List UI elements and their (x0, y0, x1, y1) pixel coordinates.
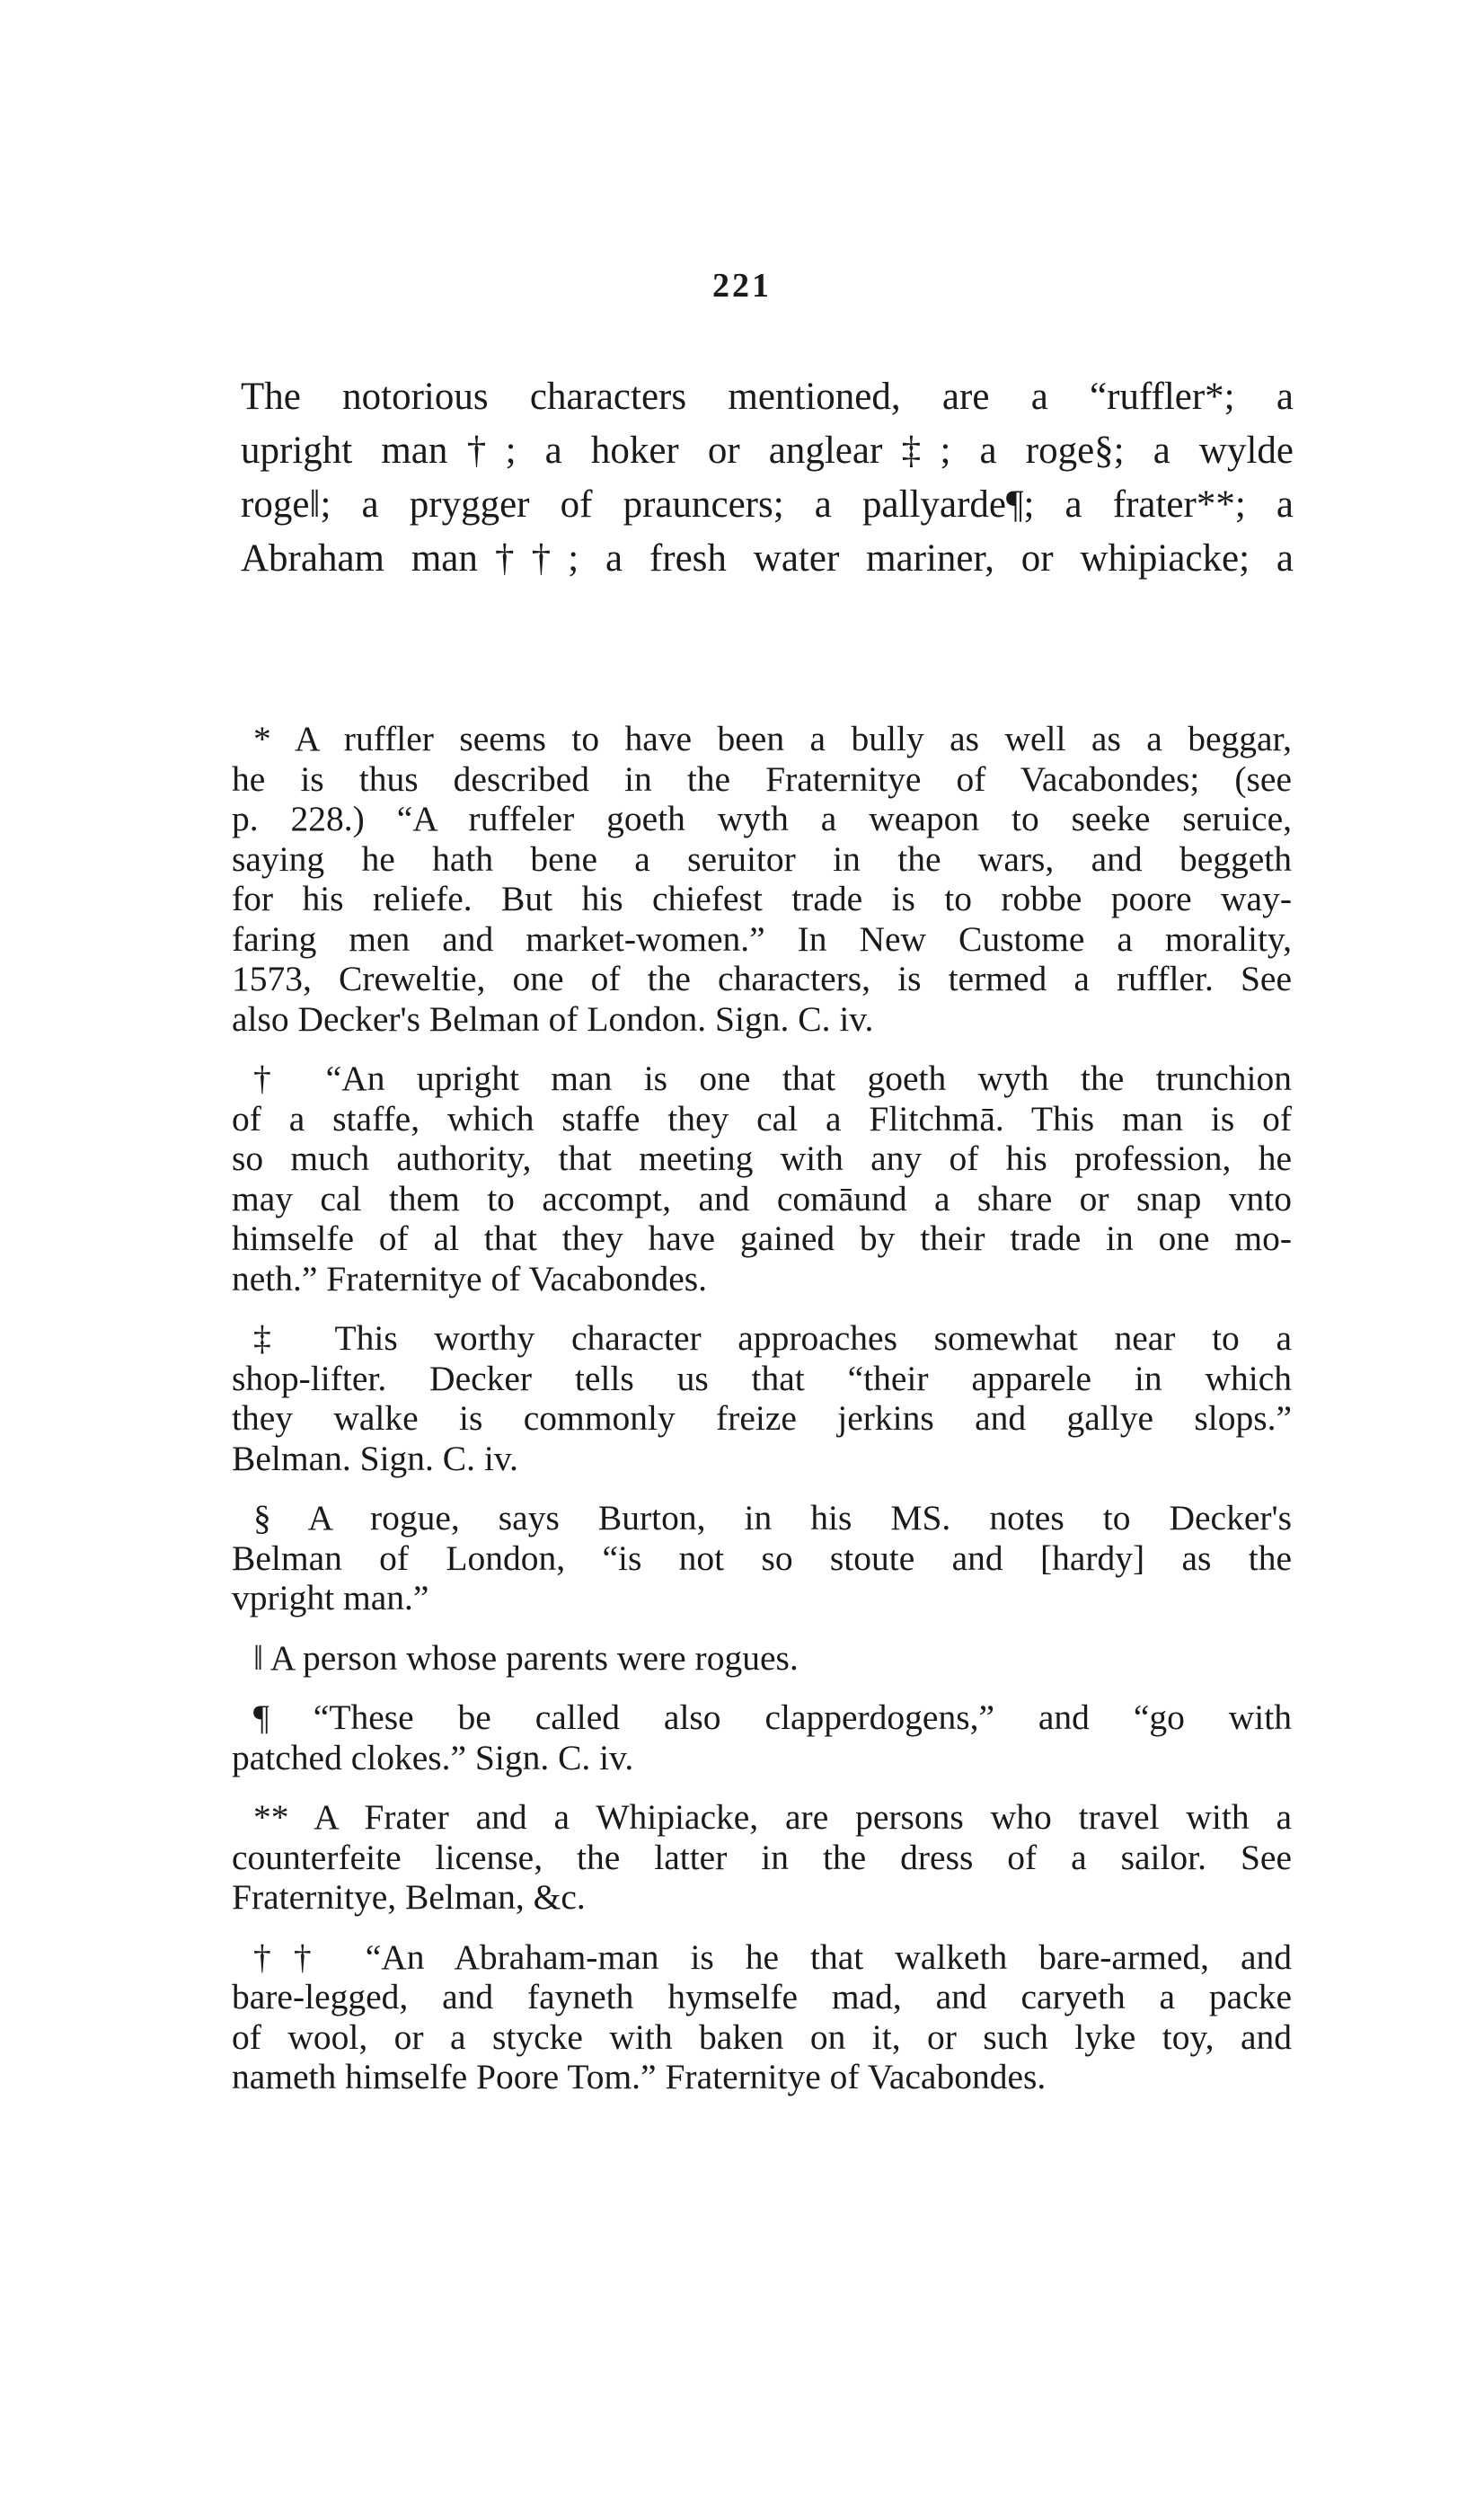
footnote-wylde-roge (232, 1638, 1292, 1679)
footnote-line: ¶ “These be called also clapperdogens,” and “go with (253, 1697, 1292, 1737)
footnote-line: himselfe of al that they have gained by their trade in one mo- (232, 1219, 1292, 1258)
footnote-line: vpright man.” (232, 1578, 429, 1617)
footnote-frater (232, 1797, 1292, 1918)
footnote-line: patched clokes.” Sign. C. iv. (232, 1737, 634, 1777)
footnote-line: he is thus described in the Fraternitye of Vacabondes; (see (232, 758, 1292, 799)
footnote-hoker (232, 1318, 1292, 1478)
footnote-line: § A rogue, says Burton, in his MS. notes to Decker's (253, 1498, 1292, 1538)
footnote-ruffler (232, 719, 1292, 1039)
footnote-line: bare-legged, and fayneth hymselfe mad, and caryeth a packe (232, 1977, 1292, 2016)
footnote-upright-man (232, 1059, 1292, 1298)
footnote-line: nameth himselfe Poore Tom.” Fraternitye of Vacabondes. (232, 2057, 1047, 2096)
footnote-line: may cal them to accompt, and comāund a share or snap vnto (232, 1178, 1292, 1219)
footnote-line: 1573, Creweltie, one of the characters, is termed a ruffler. See (232, 959, 1292, 998)
footnotes (232, 719, 1292, 2117)
body-paragraph (241, 370, 1294, 586)
body-line: Abraham man††; a fresh water mariner, or whipiacke; a (241, 537, 1294, 580)
footnote-roge (232, 1498, 1292, 1618)
footnote-line: Fraternitye, Belman, &c. (232, 1877, 586, 1917)
body-line: The notorious characters mentioned, are a “ruffler*; a (241, 376, 1294, 418)
footnote-line: faring men and market-women.” In New Custome a morality, (232, 918, 1292, 959)
footnote-line: of a staffe, which staffe they cal a Flitchmā. This man is of (232, 1098, 1292, 1139)
footnote-line: * A ruffler seems to have been a bully as well as a beggar, (253, 719, 1292, 758)
footnote-line: shop-lifter. Decker tells us that “their apparele in which (232, 1358, 1292, 1398)
footnote-line: so much authority, that meeting with any of his profession, he (232, 1139, 1292, 1178)
footnote-line: neth.” Fraternitye of Vacabondes. (232, 1258, 708, 1298)
footnote-line: †† “An Abraham-man is he that walketh bare-armed, and (253, 1936, 1292, 1977)
footnote-line: also Decker's Belman of London. Sign. C. iv. (232, 998, 874, 1039)
footnote-line: counterfeite license, the latter in the dress of a sailor. See (232, 1837, 1292, 1877)
footnote-line: saying he hath bene a seruitor in the wars, and beggeth (232, 838, 1292, 879)
footnote-line: p. 228.) “A ruffeler goeth wyth a weapon to seeke seruice, (232, 799, 1292, 838)
footnote-line: ‖ A person whose parents were rogues. (253, 1637, 799, 1678)
body-line: upright man†; a hoker or anglear‡; a roge§; a wylde (241, 430, 1294, 472)
body-line: roge‖; a prygger of prauncers; a pallyarde¶; a frater**; a (241, 483, 1294, 526)
footnote-line: † “An upright man is one that goeth wyth the trunchion (253, 1059, 1292, 1098)
footnote-line: ** A Frater and a Whipiacke, are persons who travel with a (253, 1797, 1292, 1837)
footnote-line: for his reliefe. But his chiefest trade is to robbe poore way- (232, 879, 1292, 918)
footnote-line: of wool, or a stycke with baken on it, or such lyke toy, and (232, 2016, 1292, 2057)
footnote-line: ‡ This worthy character approaches somewhat near to a (253, 1318, 1292, 1358)
footnote-line: Belman of London, “is not so stoute and [hardy] as the (232, 1538, 1292, 1578)
footnote-pallyarde (232, 1697, 1292, 1777)
page-number: 221 (712, 267, 772, 305)
footnote-line: Belman. Sign. C. iv. (232, 1438, 518, 1478)
footnote-line: they walke is commonly freize jerkins and gallye slops.” (232, 1398, 1292, 1438)
footnote-abraham-man (232, 1937, 1292, 2097)
